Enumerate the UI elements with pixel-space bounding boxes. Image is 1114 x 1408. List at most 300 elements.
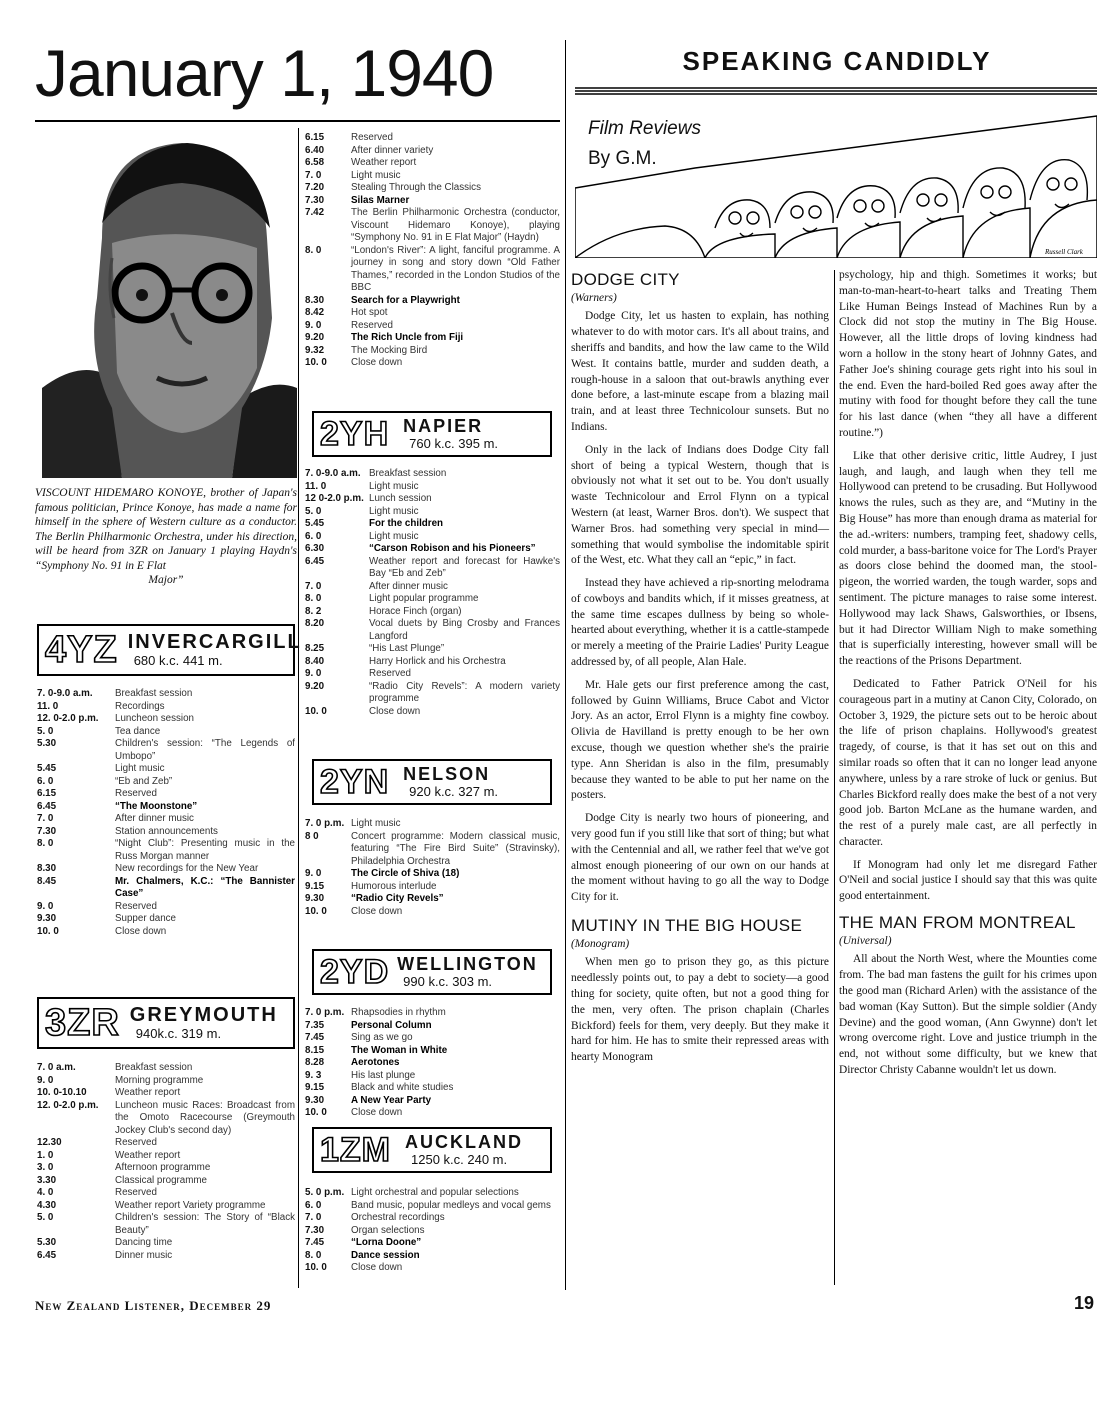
station-logo: 1ZM	[320, 1131, 391, 1169]
review-paragraph: Mr. Hale gets our first preference among the cast, followed by Guinn Williams, Bruce Cabot and Victor Jory. As an actor, Errol Flynn is a mighty fine cowboy. Olivia de Havilland is pretty enough to be her own excuse, though we question whether she's the prairie type. Ann Sheridan is also in the film, presumably because they wanted to be able to put her name on the posters.	[571, 678, 829, 802]
station-box-4yz	[37, 624, 302, 676]
schedule-row	[37, 1212, 295, 1237]
station-info	[403, 765, 498, 799]
schedule-programme: Light orchestral and popular selections	[351, 1187, 519, 1198]
schedule-time: 9. 0	[37, 900, 54, 912]
review-title-montreal: THE MAN FROM MONTREAL	[839, 913, 1076, 933]
schedule-programme: “Radio City Revels”: A modern variety programme	[369, 680, 560, 704]
schedule-time: 7. 0	[305, 580, 322, 592]
schedule-programme: Reserved	[115, 1187, 157, 1198]
review-paragraph: Only in the lack of Indians does Dodge City fall short of being a typical Western, though that is obviously not what it set out to be. You don't usually waste Technicolour and Errol Flynn on a typical Western (at least, Warner Bros. don't). We suspect that Warner Bros. had something very special in mind—something that would symbolise the indomitable spirit of the West, etc. What they call an “epic,” in fact.	[571, 443, 829, 567]
reviews-column-left	[571, 270, 829, 1073]
schedule-programme: Breakfast session	[369, 468, 447, 479]
schedule-programme: A New Year Party	[351, 1094, 432, 1106]
column-divider-main	[565, 40, 566, 1290]
schedule-programme: The Rich Uncle from Fiji	[351, 332, 464, 343]
schedule-3zr	[37, 1062, 295, 1262]
station-name: NELSON	[403, 763, 491, 784]
schedule-programme: Luncheon music Races: Broadcast from the Omoto Racecourse (Greymouth Jockey Club's second day)	[115, 1099, 295, 1136]
schedule-time: 9.32	[305, 344, 325, 356]
schedule-row	[305, 468, 560, 481]
schedule-row	[37, 901, 295, 914]
footer-publication-text: New Zealand Listener, December 29	[35, 1298, 272, 1313]
schedule-time: 7. 0-9.0 a.m.	[305, 468, 361, 479]
review-studio: (Warners)	[571, 291, 617, 304]
schedule-programme: Station announcements	[115, 825, 218, 837]
review-paragraph: psychology, hip and thigh. Sometimes it works; but man-to-man-heart-to-heart talks and Treating Them Like Human Beings Instead of Machines Run by a Clock did not stop the mutiny in The Big House. However, all the little drops of loving kindness had worn a hollow in the stony heart of Johnny Gates, and Father Joe's shining courage gets right into his soul in the end. Even the hard-boiled Red goes away after the mutiny with food for thought before they call the tune for his last dance (when “they all have a different routine.”)	[839, 269, 1097, 439]
schedule-programme: The Berlin Philharmonic Orchestra (conductor, Viscount Hidemaro Konoye), playing “Symphony No. 91 in E Flat Major” (Haydn)	[351, 207, 560, 243]
schedule-programme: Reserved	[115, 1137, 157, 1148]
schedule-programme: Breakfast session	[115, 688, 193, 699]
schedule-programme: “London's River”: A light, fanciful programme. A journey in song and story down “Old Father Thames,” recorded in the London Studios of the BBC	[351, 244, 560, 293]
schedule-time: 8.25	[305, 643, 325, 654]
review-paragraph: Like that other derisive critic, little Audrey, I just laugh, and laugh, and laugh when they tell me Hollywood can pretend to be crusading. But Hollywood knows the rules, such as they are, and “Mutiny in the Big House” has more than enough drama as material for the ad.-writers: numbers, tramping feet, shadowy cells, cold murder, a bass-baritone voice for The Lord's Prayer as doors close behind the doomed man, the stool-pigeon, the worried warden, the tough warder, sops and sentiment. The picture manages to raise some interest. Hollywood may lack Shaws, Galsworthies, or Ibsens, but it had Director William Nigh to make something that is superficially interesting, however small will be the reactions of the Prisons Department.	[839, 449, 1097, 668]
schedule-time: 7. 0	[37, 813, 54, 824]
schedule-time: 6. 0	[305, 1199, 322, 1211]
photo-caption	[35, 486, 297, 588]
schedule-row	[305, 145, 560, 158]
schedule-2yh	[305, 468, 560, 718]
schedule-programme: Light music	[351, 169, 401, 181]
schedule-row	[37, 701, 295, 714]
schedule-row	[305, 906, 560, 919]
schedule-row	[305, 531, 560, 544]
schedule-row	[305, 1095, 560, 1108]
schedule-row	[305, 1187, 560, 1200]
schedule-time: 9.15	[305, 880, 325, 892]
schedule-time: 6. 0	[37, 775, 54, 787]
schedule-row	[305, 1020, 560, 1033]
schedule-time: 7.45	[305, 1032, 325, 1043]
station-logo: 4YZ	[45, 629, 118, 671]
schedule-row	[37, 1175, 295, 1188]
schedule-time: 5. 0 p.m.	[305, 1187, 345, 1198]
station-name: AUCKLAND	[405, 1131, 523, 1152]
schedule-time: 6.45	[305, 555, 325, 567]
heading-rule-lines	[575, 84, 1097, 94]
schedule-time: 7.35	[305, 1019, 325, 1031]
schedule-time: 6.58	[305, 157, 325, 168]
station-info	[397, 955, 538, 989]
station-frequency: 940k.c. 319 m.	[135, 1025, 222, 1041]
column-divider-reviews	[834, 270, 835, 1285]
schedule-row	[305, 581, 560, 594]
schedule-time: 9.30	[305, 893, 325, 904]
schedule-time: 11. 0	[37, 700, 59, 712]
schedule-programme: Light music	[115, 763, 165, 774]
schedule-time: 9. 0	[305, 868, 322, 879]
schedule-time: 8 0	[305, 830, 319, 842]
schedule-row	[37, 763, 295, 776]
schedule-programme: Dinner music	[115, 1249, 173, 1261]
schedule-programme: Weather report and forecast for Hawke's Bay “Eb and Zeb”	[369, 555, 560, 579]
schedule-programme: Weather report	[351, 157, 417, 168]
schedule-programme: Close down	[369, 705, 421, 717]
schedule-time: 10. 0	[305, 357, 327, 368]
schedule-programme: Concert programme: Modern classical music, featuring “The Fire Bird Suite” (Stravinsky), Philadelphia Orchestra	[351, 830, 560, 867]
schedule-row	[37, 1237, 295, 1250]
schedule-programme: Stealing Through the Classics	[351, 182, 481, 193]
schedule-time: 5.30	[37, 1237, 57, 1248]
schedule-programme: Close down	[351, 905, 403, 917]
schedule-time: 9.30	[37, 913, 57, 924]
schedule-row	[305, 606, 560, 619]
schedule-programme: After dinner music	[369, 580, 448, 592]
schedule-time: 9.15	[305, 1082, 325, 1093]
schedule-row	[305, 831, 560, 869]
schedule-programme: Light music	[369, 530, 419, 542]
schedule-time: 7. 0 p.m.	[305, 818, 345, 829]
schedule-programme: Humorous interlude	[351, 880, 437, 892]
schedule-time: 8.28	[305, 1057, 325, 1068]
schedule-row	[305, 320, 560, 333]
schedule-time: 7. 0 a.m.	[37, 1062, 76, 1073]
schedule-programme: Dance session	[351, 1249, 420, 1261]
schedule-row	[37, 1062, 295, 1075]
review-paragraph: All about the North West, where the Mounties come from. The bad man fastens the guilt for his crimes upon the good man (Richard Arlen) with the assistance of the bad woman (Kay Sutton). But the simple soldier (Andy Devine) and the good woman, (Ann Gwynne) don't let wrong overcome right. Love and justice triumph in the end, not without some difficulty, but we knew that Director Christy Cabanne wouldn't let us down.	[839, 953, 1097, 1076]
schedule-programme: Rhapsodies in rhythm	[351, 1007, 446, 1018]
schedule-programme: Close down	[115, 925, 167, 937]
schedule-row	[37, 1162, 295, 1175]
schedule-row	[305, 132, 560, 145]
schedule-time: 10. 0	[37, 925, 59, 937]
schedule-row	[305, 207, 560, 245]
schedule-row	[305, 170, 560, 183]
station-frequency: 990 k.c. 303 m.	[403, 973, 493, 989]
schedule-row	[305, 1200, 560, 1213]
schedule-time: 10. 0	[305, 1107, 327, 1118]
schedule-time: 8. 0	[305, 244, 322, 256]
schedule-programme: Close down	[351, 1107, 403, 1118]
schedule-row	[37, 1150, 295, 1163]
schedule-time: 6.15	[305, 132, 325, 143]
schedule-row	[305, 881, 560, 894]
schedule-time: 6.15	[37, 788, 57, 799]
schedule-row	[37, 1100, 295, 1138]
station-logo: 2YH	[320, 415, 390, 453]
schedule-row	[37, 863, 295, 876]
schedule-time: 10. 0	[305, 705, 327, 717]
schedule-programme: The Woman in White	[351, 1044, 448, 1056]
schedule-row	[305, 357, 560, 370]
schedule-row	[305, 868, 560, 881]
schedule-row	[305, 481, 560, 494]
schedule-row	[305, 1057, 560, 1070]
schedule-row	[37, 726, 295, 739]
station-name: INVERCARGILL	[127, 630, 302, 653]
schedule-time: 3. 0	[37, 1162, 54, 1173]
station-info	[128, 632, 302, 669]
review-paragraph: When men go to prison they go, as this picture needlessly points out, to pay a debt to society—a good thing for society, quite often, but not a good thing for the men, very often. The prison chaplain (Charles Bickford) feels for them, very deeply. But they make it hard for him. He has to smite their repressed areas with hearty Monogram	[571, 956, 829, 1064]
schedule-row	[305, 345, 560, 358]
schedule-time: 6. 0	[305, 530, 322, 542]
schedule-time: 9. 3	[305, 1069, 322, 1081]
schedule-time: 7.45	[305, 1237, 325, 1248]
schedule-programme: Black and white studies	[351, 1082, 454, 1093]
schedule-row	[305, 1212, 560, 1225]
schedule-time: 7.30	[37, 825, 57, 837]
schedule-time: 8.30	[37, 863, 57, 874]
schedule-programme: New recordings for the New Year	[115, 863, 259, 874]
station-logo: 2YN	[320, 763, 390, 801]
schedule-row	[305, 643, 560, 656]
schedule-time: 7. 0	[305, 169, 322, 181]
schedule-time: 3.30	[37, 1174, 57, 1186]
schedule-time: 7. 0 p.m.	[305, 1007, 345, 1018]
schedule-row	[305, 818, 560, 831]
schedule-time: 8. 2	[305, 605, 322, 617]
review-paragraph: Dodge City, let us hasten to explain, has nothing whatever to do with motor cars. It's all about trains, and sheriffs and bandits, and how the law came to the Wild West. It contains battle, murder and sudden death, a rough-house in a saloon that out-brawls anything ever done before, a last-minute escape from a blazing mail train, and at least three Technicolour sunsets. But no Indians.	[571, 310, 829, 433]
schedule-programme: Light music	[351, 818, 401, 829]
schedule-programme: Orchestral recordings	[351, 1212, 445, 1223]
schedule-time: 9. 0	[37, 1074, 54, 1086]
schedule-programme: Weather report	[115, 1087, 181, 1098]
schedule-row	[305, 506, 560, 519]
schedule-programme: Recordings	[115, 700, 165, 712]
schedule-time: 6.30	[305, 543, 325, 554]
schedule-row	[37, 1137, 295, 1150]
schedule-programme: Vocal duets by Bing Crosby and Frances Langford	[369, 618, 560, 642]
schedule-time: 7.30	[305, 194, 325, 206]
schedule-row	[305, 1107, 560, 1120]
film-reviews-label: Film Reviews	[588, 118, 701, 139]
schedule-time: 10. 0-10.10	[37, 1087, 87, 1098]
schedule-time: 12 0-2.0 p.m.	[305, 493, 364, 504]
schedule-time: 5. 0	[37, 725, 54, 737]
schedule-row	[305, 307, 560, 320]
schedule-time: 9. 0	[305, 668, 322, 679]
schedule-programme: The Circle of Shiva (18)	[351, 868, 460, 879]
schedule-programme: Reserved	[351, 319, 393, 331]
schedule-programme: Close down	[351, 357, 403, 368]
station-name: GREYMOUTH	[129, 1003, 278, 1026]
photo-caption-end: Major”	[148, 574, 184, 586]
schedule-row	[37, 876, 295, 901]
schedule-row	[305, 295, 560, 308]
schedule-time: 6.45	[37, 800, 57, 812]
review-title-mutiny: MUTINY IN THE BIG HOUSE	[571, 916, 803, 936]
station-frequency: 920 k.c. 327 m.	[409, 783, 499, 799]
schedule-row	[37, 826, 295, 839]
station-name: NAPIER	[403, 415, 484, 436]
schedule-row	[305, 518, 560, 531]
schedule-row	[305, 1045, 560, 1058]
page-date-heading: January 1, 1940	[35, 36, 494, 110]
station-logo: 2YD	[320, 953, 390, 991]
schedule-programme: After dinner variety	[351, 144, 434, 156]
schedule-time: 10. 0	[305, 905, 327, 917]
schedule-row	[305, 245, 560, 295]
schedule-row	[37, 788, 295, 801]
photo-caption-text: VISCOUNT HIDEMARO KONOYE, brother of Japan's famous politician, Prince Konoye, has made a name for himself in the sphere of Western culture as a conductor. The Berlin Philharmonic Orchestra, under his direction, will be heard from 3ZR on January 1 playing Haydn's “Symphony No. 91 in E Flat	[35, 487, 297, 572]
cartoon-signature: Russell Clark	[1045, 248, 1083, 256]
schedule-row	[305, 593, 560, 606]
station-box-2yn	[312, 759, 552, 805]
schedule-row	[37, 913, 295, 926]
reviews-column-right	[839, 268, 1097, 1086]
date-underline	[35, 120, 560, 122]
schedule-programme: “The Moonstone”	[115, 800, 198, 812]
schedule-time: 8.20	[305, 618, 325, 629]
schedule-time: 7. 0	[305, 1212, 322, 1223]
schedule-row	[37, 926, 295, 939]
review-paragraph: If Monogram had only let me disregard Father O'Neil and social justice I should say that this was quite good entertainment.	[839, 858, 1097, 903]
schedule-programme: Horace Finch (organ)	[369, 605, 462, 617]
station-box-1zm	[312, 1127, 552, 1173]
review-studio: (Monogram)	[571, 937, 630, 950]
schedule-programme: Afternoon programme	[115, 1162, 211, 1173]
schedule-row	[37, 1087, 295, 1100]
schedule-programme: “Eb and Zeb”	[115, 775, 173, 787]
schedule-row	[305, 182, 560, 195]
schedule-programme: Organ selections	[351, 1224, 425, 1236]
schedule-row	[305, 1032, 560, 1045]
schedule-time: 5.30	[37, 738, 57, 749]
schedule-time: 8.42	[305, 307, 325, 318]
schedule-time: 9. 0	[305, 319, 322, 331]
schedule-row	[37, 713, 295, 726]
schedule-programme: Classical programme	[115, 1174, 208, 1186]
schedule-time: 9.20	[305, 332, 325, 343]
schedule-time: 7.20	[305, 182, 325, 193]
schedule-time: 8. 0	[305, 1249, 322, 1261]
station-frequency: 1250 k.c. 240 m.	[411, 1151, 508, 1167]
schedule-programme: “His Last Plunge”	[369, 643, 445, 654]
schedule-programme: Reserved	[115, 900, 157, 912]
schedule-row	[37, 1250, 295, 1263]
schedule-row	[305, 893, 560, 906]
schedule-time: 12. 0-2.0 p.m.	[37, 1099, 99, 1111]
schedule-row	[305, 681, 560, 706]
schedule-row	[37, 688, 295, 701]
review-title-dodge-city: DODGE CITY	[571, 270, 680, 289]
schedule-time: 5. 0	[37, 1212, 54, 1223]
schedule-row	[37, 838, 295, 863]
schedule-programme: Morning programme	[115, 1074, 204, 1086]
schedule-programme: Tea dance	[115, 725, 161, 737]
schedule-row	[37, 801, 295, 814]
schedule-time: 8.40	[305, 655, 325, 667]
schedule-programme: Sing as we go	[351, 1032, 413, 1043]
schedule-programme: Luncheon session	[115, 713, 194, 724]
schedule-row	[305, 668, 560, 681]
schedule-programme: Aerotones	[351, 1057, 400, 1068]
schedule-row	[305, 493, 560, 506]
schedule-row	[305, 157, 560, 170]
schedule-programme: Band music, popular medleys and vocal gems	[351, 1199, 551, 1211]
schedule-row	[37, 738, 295, 763]
schedule-row	[305, 1082, 560, 1095]
schedule-time: 11. 0	[305, 480, 327, 492]
schedule-programme: Personal Column	[351, 1019, 432, 1031]
schedule-programme: Reserved	[369, 668, 411, 679]
schedule-programme: Lunch session	[369, 493, 432, 504]
schedule-time: 1. 0	[37, 1149, 54, 1161]
schedule-programme: After dinner music	[115, 813, 194, 824]
schedule-programme: Light music	[369, 480, 419, 492]
station-info	[403, 417, 498, 451]
schedule-time: 4. 0	[37, 1187, 54, 1198]
station-logo: 3ZR	[45, 1002, 120, 1044]
schedule-programme: For the children	[369, 518, 444, 529]
schedule-row	[305, 1237, 560, 1250]
schedule-time: 8.45	[37, 875, 57, 887]
schedule-row	[305, 1070, 560, 1083]
schedule-time: 8. 0	[305, 593, 322, 604]
schedule-row	[305, 1225, 560, 1238]
schedule-time: 12.30	[37, 1137, 62, 1148]
schedule-time: 8. 0	[37, 838, 54, 849]
schedule-programme: Supper dance	[115, 913, 177, 924]
schedule-row	[305, 1250, 560, 1263]
schedule-programme: Mr. Chalmers, K.C.: “The Bannister Case”	[115, 875, 295, 899]
station-info	[130, 1005, 278, 1042]
schedule-programme: Dancing time	[115, 1237, 173, 1248]
schedule-row	[305, 332, 560, 345]
schedule-time: 5.45	[37, 763, 57, 774]
schedule-time: 9.30	[305, 1094, 325, 1106]
reviewer-byline: By G.M.	[588, 148, 657, 169]
schedule-time: 7.30	[305, 1224, 325, 1236]
schedule-programme: Light music	[369, 505, 419, 517]
schedule-2yd	[305, 1007, 560, 1120]
schedule-3zr-continued	[305, 132, 560, 370]
station-info	[405, 1133, 523, 1167]
schedule-row	[37, 1075, 295, 1088]
schedule-programme: Reserved	[115, 788, 157, 799]
footer-publication	[35, 1298, 271, 1314]
schedule-programme: Harry Horlick and his Orchestra	[369, 655, 506, 667]
page-number: 19	[1074, 1293, 1095, 1313]
schedule-row	[305, 1007, 560, 1020]
schedule-time: 7.42	[305, 207, 325, 218]
review-paragraph: Dodge City is nearly two hours of pioneering, and very good fun if you still like that sort of thing; but what with the Centennial and all, we rather feel that we've got almost enough pioneering of our own on our hands at the moment without having to go all the way to Dodge City for it.	[571, 812, 829, 904]
schedule-programme: Reserved	[351, 132, 393, 143]
station-box-2yd	[312, 949, 552, 995]
schedule-programme: Children's session: The Story of “Black Beauty”	[115, 1212, 295, 1236]
schedule-time: 12. 0-2.0 p.m.	[37, 713, 99, 724]
schedule-row	[305, 1262, 560, 1275]
schedule-programme: “Lorna Doone”	[351, 1237, 422, 1248]
schedule-programme: Search for a Playwright	[351, 294, 460, 306]
station-frequency: 760 k.c. 395 m.	[409, 435, 499, 451]
schedule-programme: “Night Club”: Presenting music in the Russ Morgan manner	[115, 838, 295, 862]
schedule-time: 4.30	[37, 1199, 57, 1211]
schedule-row	[305, 195, 560, 208]
schedule-row	[37, 1200, 295, 1213]
review-paragraph: Instead they have achieved a rip-snorting melodrama of cowboys and bandits which, if it misses greatness, at the same time escapes dullness by being so whole-hearted about everything, whether it is a cattle-stampede or merely a meeting of the Prairie Ladies' Purity League addressed by, of all people, Alan Hale.	[571, 577, 829, 669]
schedule-programme: The Mocking Bird	[351, 344, 428, 356]
schedule-programme: Weather report	[115, 1149, 181, 1161]
schedule-time: 6.40	[305, 144, 325, 156]
schedule-1zm	[305, 1187, 560, 1275]
schedule-row	[305, 543, 560, 556]
station-name: WELLINGTON	[397, 953, 538, 974]
schedule-2yn	[305, 818, 560, 918]
schedule-row	[305, 706, 560, 719]
schedule-programme: Hot spot	[351, 307, 388, 318]
column-divider-left	[298, 128, 299, 1288]
schedule-time: 9.20	[305, 680, 325, 692]
schedule-programme: Breakfast session	[115, 1062, 193, 1073]
schedule-time: 10. 0	[305, 1262, 327, 1273]
schedule-programme: His last plunge	[351, 1069, 416, 1081]
schedule-programme: Weather report Variety programme	[115, 1199, 266, 1211]
schedule-row	[305, 656, 560, 669]
schedule-programme: Close down	[351, 1262, 403, 1273]
schedule-row	[37, 776, 295, 789]
schedule-time: 8.15	[305, 1044, 325, 1056]
